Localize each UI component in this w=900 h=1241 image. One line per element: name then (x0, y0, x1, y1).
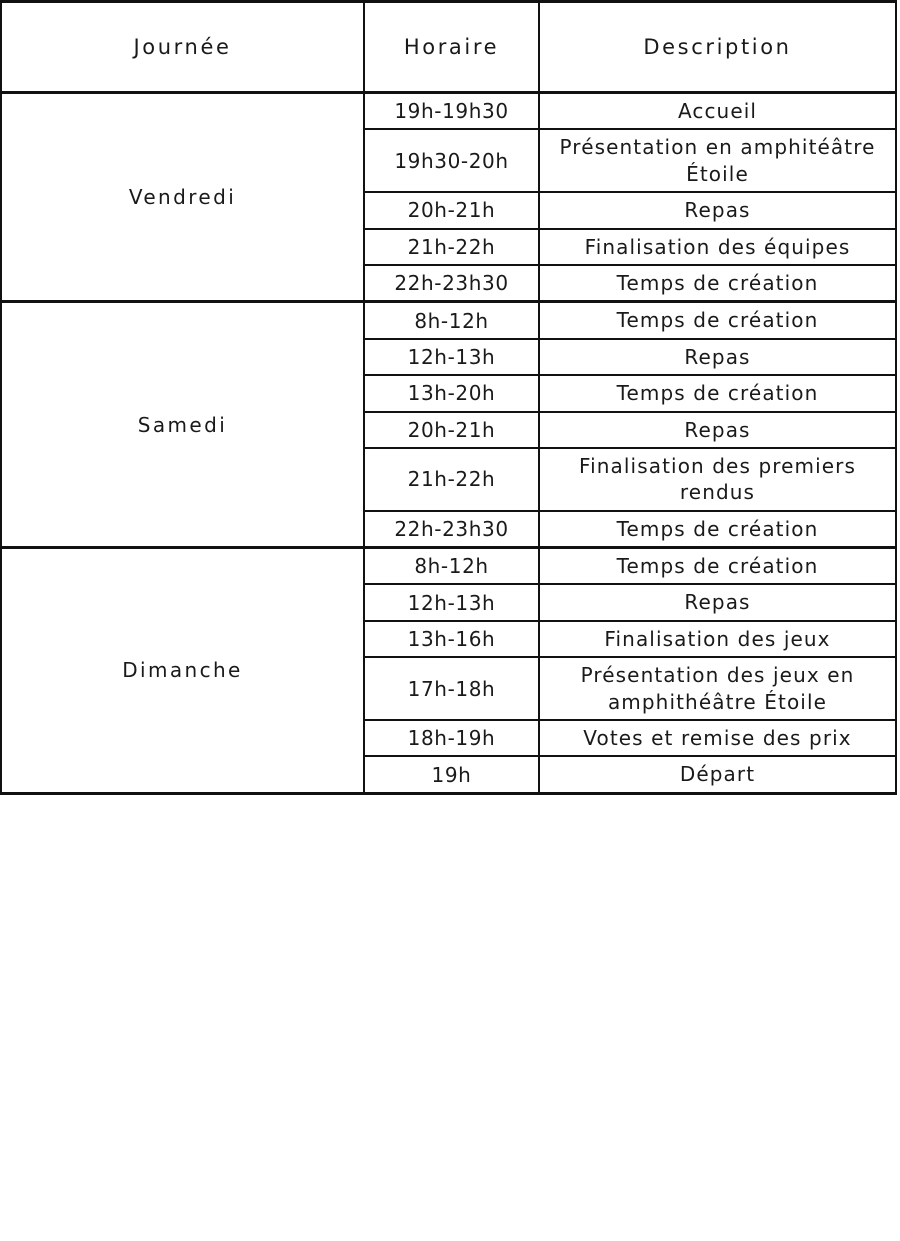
schedule-time-cell: 19h30-20h (364, 129, 539, 192)
day-group-cell: Vendredi (1, 93, 364, 302)
schedule-description-cell: Repas (539, 412, 896, 448)
table-row (1, 302, 896, 339)
schedule-time-cell: 22h-23h30 (364, 511, 539, 548)
table-body (1, 93, 896, 794)
schedule-time-cell: 13h-20h (364, 375, 539, 411)
schedule-description-cell: Finalisation des équipes (539, 229, 896, 265)
table-row (1, 93, 896, 130)
column-header-description: Description (539, 2, 896, 93)
schedule-description-cell: Repas (539, 192, 896, 228)
schedule-time-cell: 17h-18h (364, 657, 539, 720)
schedule-time-cell: 20h-21h (364, 412, 539, 448)
schedule-description-cell: Accueil (539, 93, 896, 130)
schedule-time-cell: 12h-13h (364, 584, 539, 620)
day-group-cell: Samedi (1, 302, 364, 548)
schedule-description-cell: Temps de création (539, 511, 896, 548)
schedule-description-cell: Finalisation des jeux (539, 621, 896, 657)
schedule-time-cell: 19h-19h30 (364, 93, 539, 130)
schedule-time-cell: 22h-23h30 (364, 265, 539, 302)
schedule-description-cell: Repas (539, 339, 896, 375)
schedule-description-cell: Temps de création (539, 302, 896, 339)
schedule-time-cell: 21h-22h (364, 448, 539, 511)
schedule-description-cell: Départ (539, 756, 896, 793)
schedule-time-cell: 8h-12h (364, 548, 539, 585)
schedule-description-cell: Repas (539, 584, 896, 620)
schedule-description-cell: Votes et remise des prix (539, 720, 896, 756)
column-header-horaire: Horaire (364, 2, 539, 93)
column-header-journee: Journée (1, 2, 364, 93)
schedule-description-cell: Temps de création (539, 265, 896, 302)
schedule-description-cell: Présentation des jeux en amphithéâtre Étoile (539, 657, 896, 720)
schedule-time-cell: 13h-16h (364, 621, 539, 657)
schedule-time-cell: 18h-19h (364, 720, 539, 756)
schedule-time-cell: 20h-21h (364, 192, 539, 228)
table-row (1, 548, 896, 585)
schedule-description-cell: Temps de création (539, 548, 896, 585)
schedule-description-cell: Finalisation des premiers rendus (539, 448, 896, 511)
schedule-time-cell: 19h (364, 756, 539, 793)
schedule-time-cell: 21h-22h (364, 229, 539, 265)
schedule-description-cell: Temps de création (539, 375, 896, 411)
schedule-description-cell: Présentation en amphitéâtre Étoile (539, 129, 896, 192)
day-group-cell: Dimanche (1, 548, 364, 794)
table-header (1, 2, 896, 93)
header-row (1, 2, 896, 93)
schedule-time-cell: 8h-12h (364, 302, 539, 339)
schedule-time-cell: 12h-13h (364, 339, 539, 375)
